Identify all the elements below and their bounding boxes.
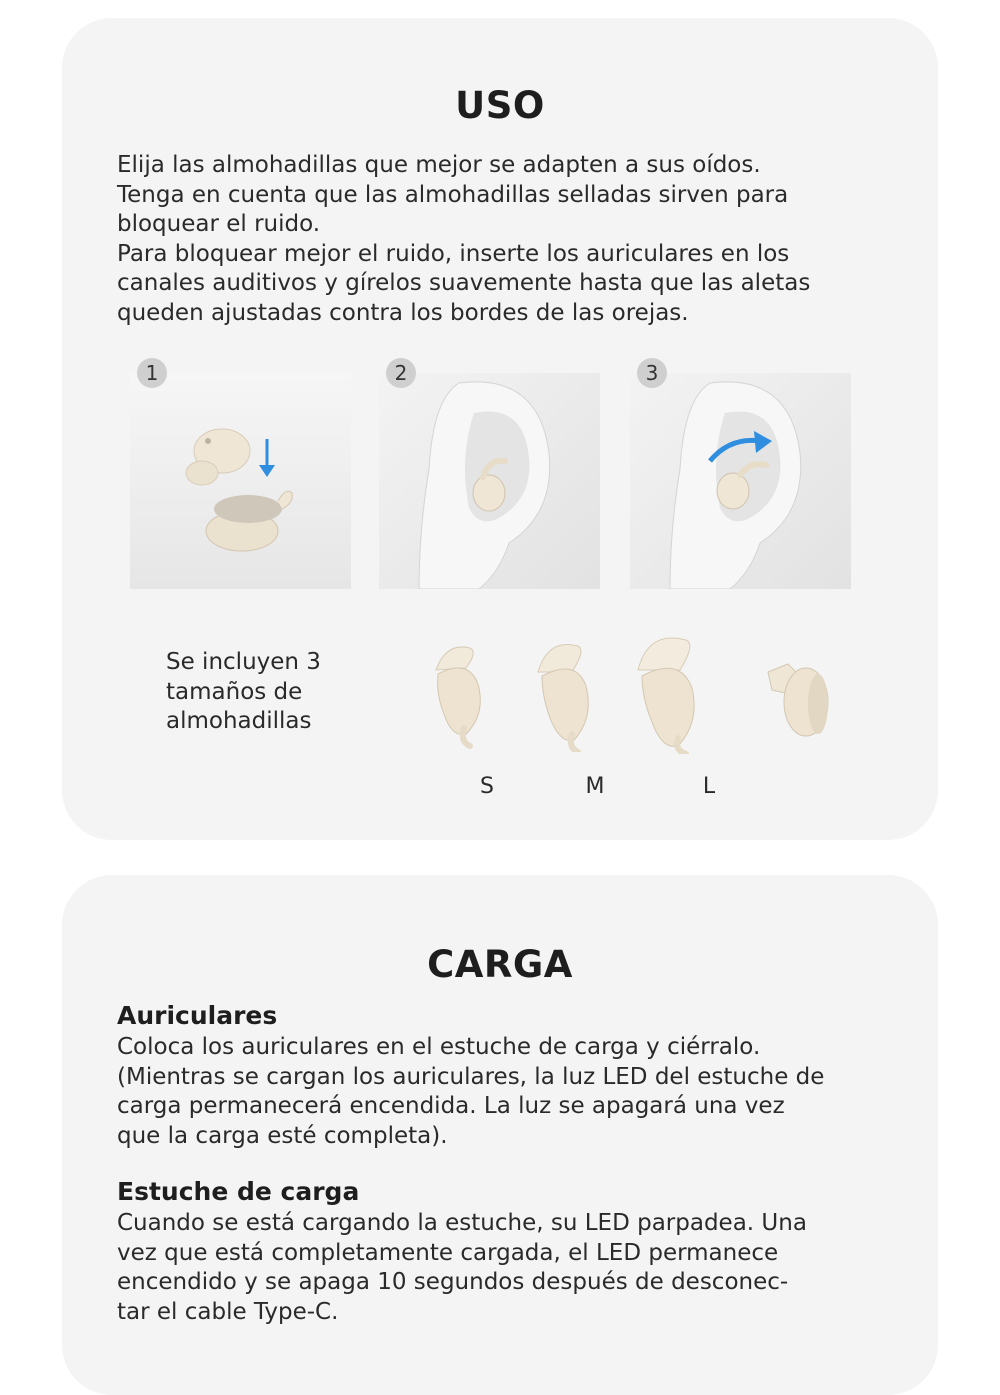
sizes-line: almohadillas — [166, 708, 312, 734]
step-2 — [379, 361, 600, 589]
size-label-m: M — [585, 774, 605, 799]
auriculares-line: Coloca los auriculares en el estuche de carga y ciérralo. — [117, 1034, 761, 1060]
earbud-side-image — [762, 646, 834, 746]
size-label-s: S — [480, 774, 494, 799]
uso-line: Tenga en cuenta que las almohadillas selladas sirven para — [117, 181, 789, 208]
estuche-heading: Estuche de carga — [117, 1177, 360, 1206]
uso-paragraph — [117, 151, 907, 328]
ear-tip-large-image — [634, 630, 720, 754]
estuche-line: Cuando se está cargando la estuche, su LED parpadea. Una — [117, 1210, 807, 1236]
ear-tip-small-image — [426, 640, 498, 750]
sizes-line: Se incluyen 3 — [166, 649, 321, 675]
step-badge: 1 — [137, 358, 167, 388]
step-3 — [630, 361, 851, 589]
uso-line: bloquear el ruido. — [117, 211, 321, 237]
uso-line: queden ajustadas contra los bordes de las orejas. — [117, 299, 689, 326]
estuche-line: tar el cable Type-C. — [117, 1298, 339, 1325]
uso-title: USO — [455, 84, 545, 127]
ear-tip-medium-image — [532, 636, 608, 752]
estuche-line: encendido y se apaga 10 segundos después de desconec- — [117, 1269, 789, 1295]
estuche-line: vez que está completamente cargada, el LED permanece — [117, 1239, 779, 1266]
auriculares-heading: Auriculares — [117, 1001, 278, 1030]
estuche-paragraph — [117, 1209, 907, 1327]
step-badge: 3 — [637, 358, 667, 388]
auriculares-line: (Mientras se cargan los auriculares, la luz LED del estuche de — [117, 1063, 825, 1090]
step-1 — [130, 361, 351, 589]
uso-line: Elija las almohadillas que mejor se adapten a sus oídos. — [117, 152, 761, 178]
auriculares-line: carga permanecerá encendida. La luz se apagará una vez — [117, 1093, 785, 1119]
carga-title: CARGA — [427, 943, 573, 986]
uso-line: Para bloquear mejor el ruido, inserte los auriculares en los — [117, 240, 790, 267]
uso-line: canales auditivos y gírelos suavemente hasta que las aletas — [117, 270, 811, 296]
sizes-line: tamaños de — [166, 678, 303, 705]
size-label-l: L — [702, 774, 716, 799]
step-1-image — [130, 373, 351, 589]
uso-card — [62, 18, 938, 840]
step-badge: 2 — [386, 358, 416, 388]
step-2-image — [379, 373, 600, 589]
auriculares-paragraph — [117, 1033, 907, 1151]
sizes-description — [166, 648, 406, 737]
step-3-image — [630, 373, 851, 589]
auriculares-line: que la carga esté completa). — [117, 1122, 448, 1149]
carga-card — [62, 875, 938, 1395]
